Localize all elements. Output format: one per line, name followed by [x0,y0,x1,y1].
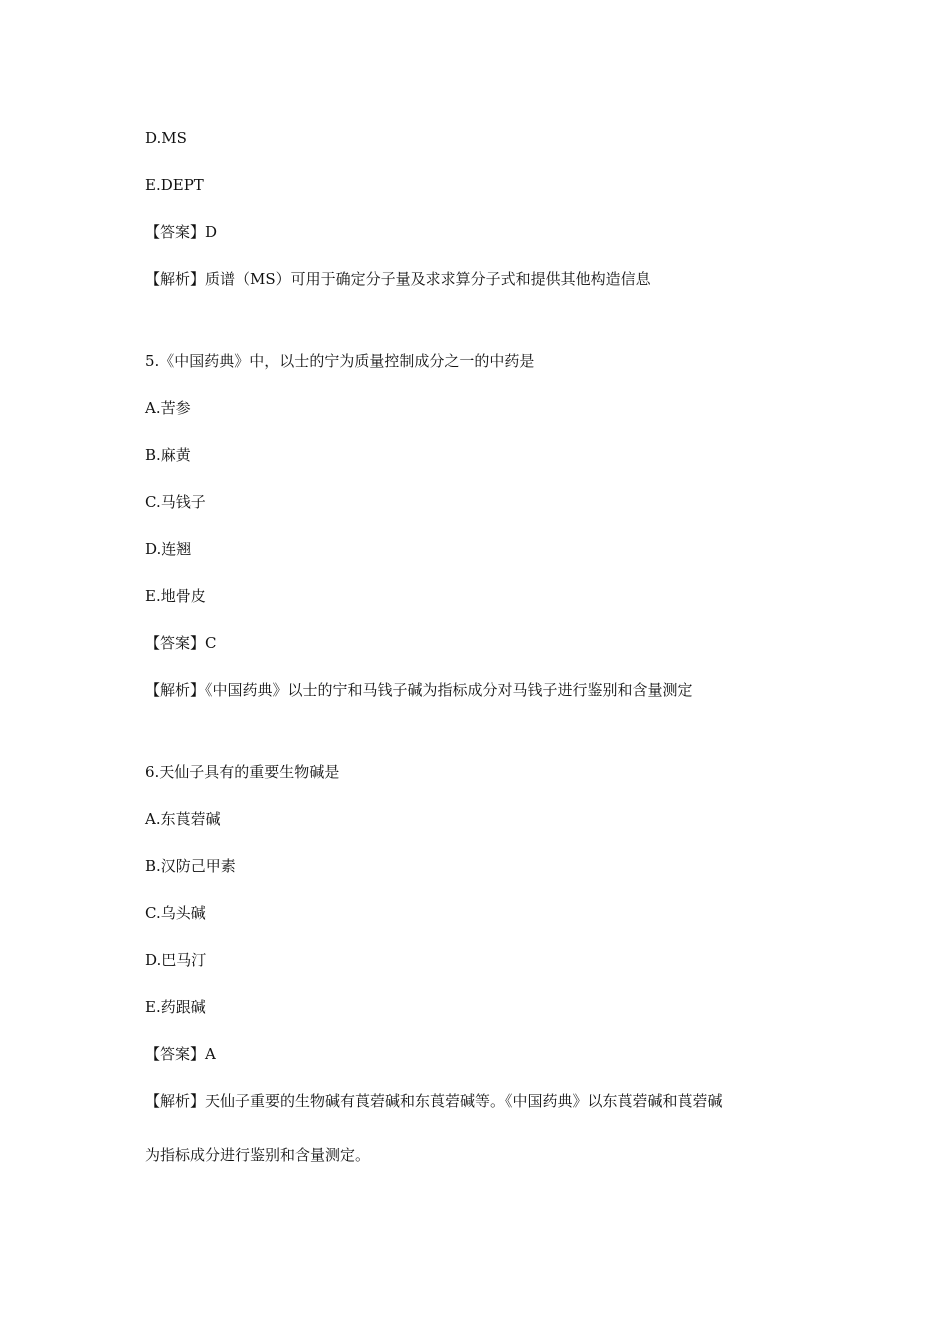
q6-answer: 【答案】A [145,1045,216,1063]
q6-option-a: A.东莨菪碱 [145,810,221,828]
q5-analysis: 【解析】《中国药典》以士的宁和马钱子碱为指标成分对马钱子进行鉴别和含量测定 [145,681,693,699]
q5-option-b: B.麻黄 [145,446,191,464]
q6-question: 6.天仙子具有的重要生物碱是 [145,763,340,781]
q5-question: 5.《中国药典》中，以士的宁为质量控制成分之一的中药是 [145,352,535,370]
q6-option-c: C.乌头碱 [145,904,206,922]
q6-analysis-line2: 为指标成分进行鉴别和含量测定。 [145,1146,371,1164]
q4-option-d: D.MS [145,129,187,147]
q6-option-d: D.巴马汀 [145,951,207,969]
q6-analysis-line1: 【解析】天仙子重要的生物碱有莨菪碱和东莨菪碱等。《中国药典》以东莨菪碱和莨菪碱 [145,1092,723,1110]
q5-option-d: D.连翘 [145,540,192,558]
q4-analysis: 【解析】质谱（MS）可用于确定分子量及求求算分子式和提供其他构造信息 [145,270,651,288]
q6-option-e: E.药跟碱 [145,998,206,1016]
q5-answer: 【答案】C [145,634,217,652]
q5-option-a: A.苦参 [145,399,191,417]
q4-option-e: E.DEPT [145,176,204,194]
q5-option-c: C.马钱子 [145,493,206,511]
q6-option-b: B.汉防己甲素 [145,857,236,875]
q4-answer: 【答案】D [145,223,218,241]
q5-option-e: E.地骨皮 [145,587,206,605]
